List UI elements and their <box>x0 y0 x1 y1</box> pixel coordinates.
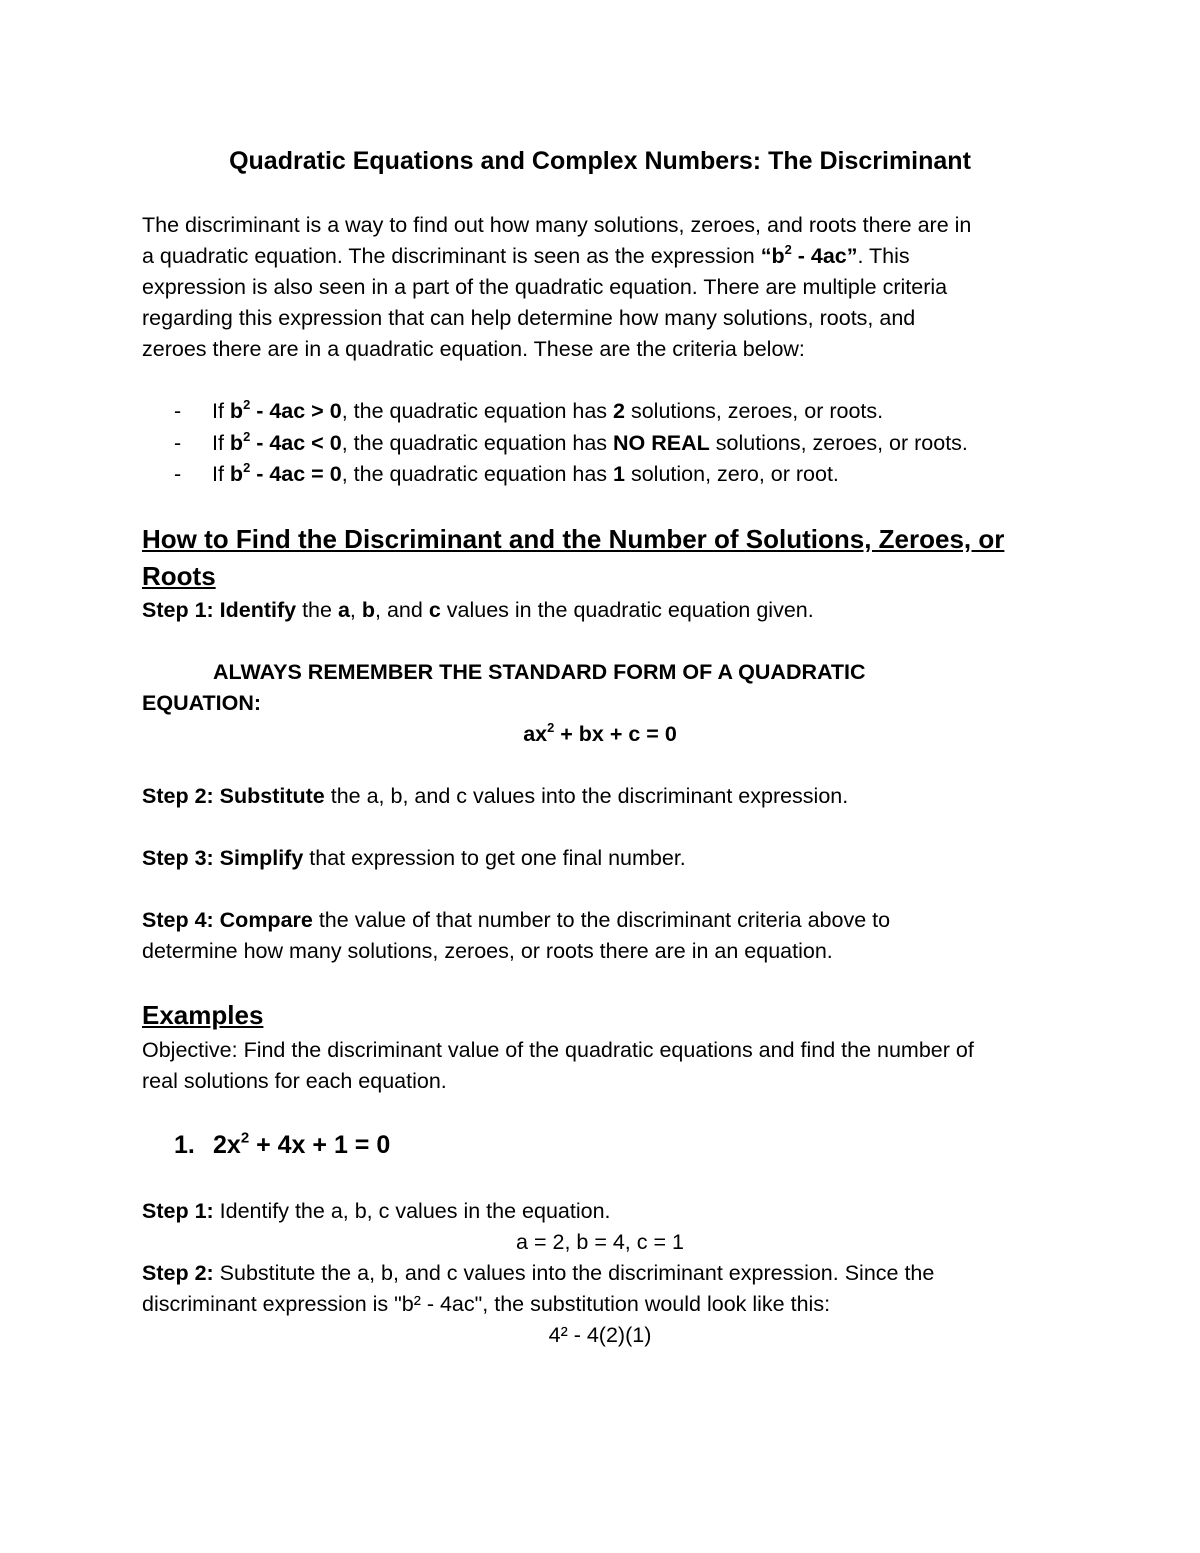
intro-text: a quadratic equation. The discriminant is seen as the expression <box>142 244 761 268</box>
intro-line-3: expression is also seen in a part of the quadratic equation. There are multiple criteria <box>142 275 948 299</box>
intro-line-2 <box>142 242 910 270</box>
document-page <box>142 0 1058 1553</box>
step-4: Step 4: Compare the value of that number to the discriminant criteria above to <box>142 908 891 932</box>
section-heading-how-to: How to Find the Discriminant and the Number of Solutions, Zeroes, or <box>142 524 1005 554</box>
objective-line-2: real solutions for each equation. <box>142 1069 447 1093</box>
remember-note: ALWAYS REMEMBER THE STANDARD FORM OF A QUADRATIC <box>213 660 866 684</box>
example-1-step-2-cont: discriminant expression is "b² - 4ac", the substitution would look like this: <box>142 1292 831 1316</box>
example-1-step-2: Step 2: Substitute the a, b, and c values into the discriminant expression. Since the <box>142 1261 935 1285</box>
intro-line-5: zeroes there are in a quadratic equation. These are the criteria below: <box>142 337 805 361</box>
example-1-equation: 1. $2x^2 + 4x + 1 = 0$ <box>174 1129 391 1159</box>
criteria-item: - If $b^2 - 4ac < 0$, the quadratic equation has NO REAL solutions, zeroes, or roots. <box>174 428 968 455</box>
discriminant-expression: “$b^2 - 4ac$” <box>760 241 858 268</box>
intro-line-1: The discriminant is a way to find out how many solutions, zeroes, and roots there are in <box>142 213 972 237</box>
example-1-substitution: 4² - 4(2)(1) <box>548 1323 652 1347</box>
document-title: Quadratic Equations and Complex Numbers: The Discriminant <box>229 147 971 175</box>
section-heading-how-to-cont: Roots <box>142 561 216 591</box>
example-1-values: a = 2, b = 4, c = 1 <box>516 1230 684 1254</box>
intro-text: . This <box>857 244 910 268</box>
criteria-item: - If $b^2 - 4ac = 0$, the quadratic equation has 1 solution, zero, or root. <box>174 459 839 486</box>
remember-note-cont: EQUATION: <box>142 691 262 715</box>
step-3: Step 3: Simplify that expression to get one final number. <box>142 846 686 870</box>
criteria-item: - If $b^2 - 4ac > 0$, the quadratic equation has 2 solutions, zeroes, or roots. <box>174 396 884 423</box>
intro-line-4: regarding this expression that can help determine how many solutions, roots, and <box>142 306 916 330</box>
step-2: Step 2: Substitute the a, b, and c values into the discriminant expression. <box>142 784 849 808</box>
example-1-step-1: Step 1: Identify the a, b, c values in the equation. <box>142 1199 611 1223</box>
step-4-cont: determine how many solutions, zeroes, or roots there are in an equation. <box>142 939 833 963</box>
standard-form-equation: $ax^2$ + bx + c = 0 <box>523 719 677 746</box>
step-1: Step 1: Identify the a, b, and c values in the quadratic equation given. <box>142 598 814 622</box>
objective-line-1: Objective: Find the discriminant value of the quadratic equations and find the number of <box>142 1038 974 1062</box>
section-heading-examples: Examples <box>142 1000 264 1030</box>
